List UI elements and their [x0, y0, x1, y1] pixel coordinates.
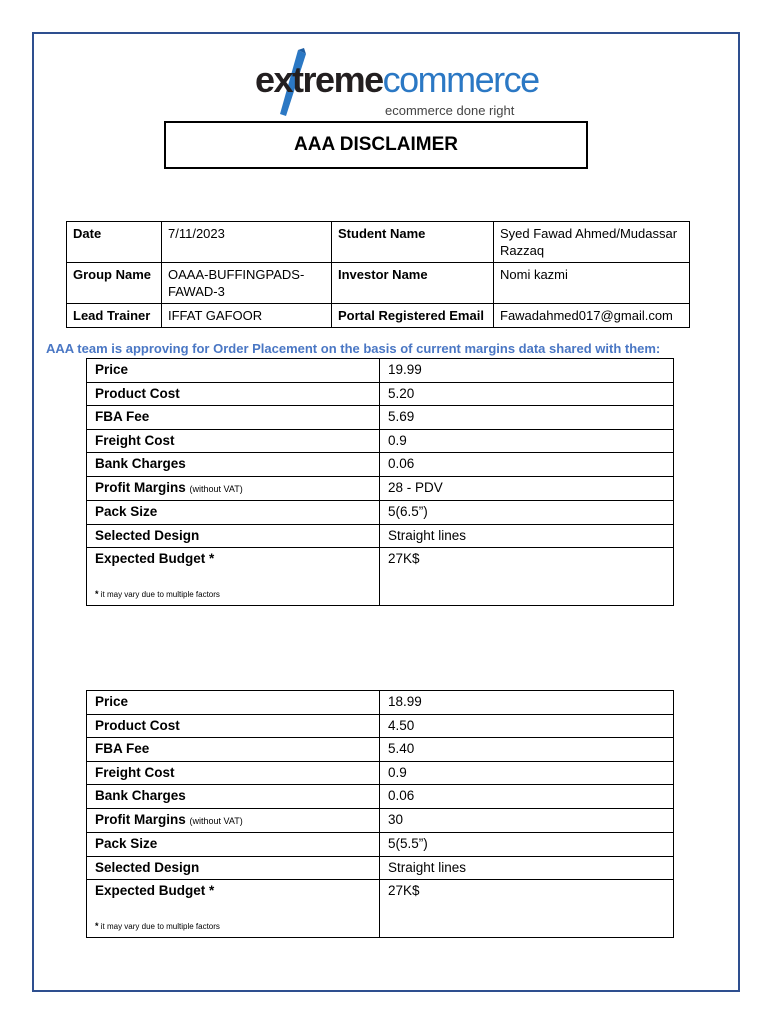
footnote-asterisk: * [95, 921, 99, 932]
selected-design-label: Selected Design [87, 856, 380, 880]
expected-budget-label [87, 548, 380, 606]
lead-trainer-label: Lead Trainer [67, 304, 162, 328]
group-name-label: Group Name [67, 263, 162, 304]
table-row [87, 500, 674, 524]
date-label: Date [67, 222, 162, 263]
selected-design-label: Selected Design [87, 524, 380, 548]
profit-margins-text: Profit Margins [95, 811, 186, 827]
price-value: 19.99 [380, 359, 674, 383]
portal-email-label: Portal Registered Email [332, 304, 494, 328]
expected-budget-value: 27K$ [380, 548, 674, 606]
table-row [67, 222, 690, 263]
bank-charges-value: 0.06 [380, 453, 674, 477]
lead-trainer-value: IFFAT GAFOOR [162, 304, 332, 328]
table-row [87, 406, 674, 430]
profit-margins-label [87, 808, 380, 832]
table-row [87, 429, 674, 453]
expected-budget-text: Expected Budget [95, 883, 206, 899]
asterisk-mark: * [209, 551, 215, 567]
footnote-text: it may vary due to multiple factors [100, 922, 220, 932]
product-cost-value: 5.20 [380, 382, 674, 406]
budget-footnote [95, 586, 371, 603]
profit-margins-note: (without VAT) [189, 815, 243, 826]
bank-charges-value: 0.06 [380, 785, 674, 809]
fba-fee-value: 5.40 [380, 738, 674, 762]
page-title: AAA DISCLAIMER [164, 121, 588, 169]
freight-cost-value: 0.9 [380, 429, 674, 453]
table-row [87, 714, 674, 738]
logo-tagline: ecommerce done right [385, 103, 515, 118]
approval-statement: AAA team is approving for Order Placement on the basis of current margins data shared with them: [46, 341, 661, 356]
table-row [87, 524, 674, 548]
extreme-commerce-logo [255, 48, 539, 120]
freight-cost-label: Freight Cost [87, 429, 380, 453]
table-row [67, 304, 690, 328]
fba-fee-value: 5.69 [380, 406, 674, 430]
product-cost-value: 4.50 [380, 714, 674, 738]
price-label: Price [87, 359, 380, 383]
table-row [87, 738, 674, 762]
table-row [87, 453, 674, 477]
footnote-text: it may vary due to multiple factors [100, 590, 220, 600]
profit-margins-value: 28 - PDV [380, 476, 674, 500]
budget-footnote [95, 918, 371, 935]
margins-table-2 [86, 690, 674, 938]
price-label: Price [87, 691, 380, 715]
group-name-value: OAAA-BUFFINGPADS-FAWAD-3 [162, 263, 332, 304]
expected-budget-value: 27K$ [380, 880, 674, 938]
product-cost-label: Product Cost [87, 714, 380, 738]
pack-size-value: 5(6.5”) [380, 500, 674, 524]
table-row [87, 691, 674, 715]
freight-cost-label: Freight Cost [87, 761, 380, 785]
logo-word-commerce: commerce [382, 59, 539, 100]
freight-cost-value: 0.9 [380, 761, 674, 785]
expected-budget-text: Expected Budget [95, 551, 206, 567]
price-value: 18.99 [380, 691, 674, 715]
table-row [87, 785, 674, 809]
margins-table-1 [86, 358, 674, 606]
table-row [67, 263, 690, 304]
date-value: 7/11/2023 [162, 222, 332, 263]
table-row [87, 382, 674, 406]
selected-design-value: Straight lines [380, 524, 674, 548]
fba-fee-label: FBA Fee [87, 738, 380, 762]
logo-word-extreme: extreme [255, 59, 383, 100]
table-row [87, 476, 674, 500]
table-row [87, 548, 674, 606]
selected-design-value: Straight lines [380, 856, 674, 880]
profit-margins-label [87, 476, 380, 500]
student-name-label: Student Name [332, 222, 494, 263]
table-row [87, 808, 674, 832]
bank-charges-label: Bank Charges [87, 453, 380, 477]
pack-size-value: 5(5.5”) [380, 832, 674, 856]
profit-margins-text: Profit Margins [95, 479, 186, 495]
student-name-value: Syed Fawad Ahmed/Mudassar Razzaq [494, 222, 690, 263]
profit-margins-value: 30 [380, 808, 674, 832]
product-cost-label: Product Cost [87, 382, 380, 406]
investor-name-value: Nomi kazmi [494, 263, 690, 304]
table-row [87, 832, 674, 856]
expected-budget-label [87, 880, 380, 938]
table-row [87, 359, 674, 383]
profit-margins-note: (without VAT) [189, 483, 243, 494]
table-row [87, 761, 674, 785]
asterisk-mark: * [209, 883, 215, 899]
fba-fee-label: FBA Fee [87, 406, 380, 430]
pack-size-label: Pack Size [87, 500, 380, 524]
student-info-table [66, 221, 690, 328]
investor-name-label: Investor Name [332, 263, 494, 304]
portal-email-value: Fawadahmed017@gmail.com [494, 304, 690, 328]
bank-charges-label: Bank Charges [87, 785, 380, 809]
logo-wordmark [255, 59, 539, 100]
pack-size-label: Pack Size [87, 832, 380, 856]
table-row [87, 880, 674, 938]
footnote-asterisk: * [95, 589, 99, 600]
table-row [87, 856, 674, 880]
